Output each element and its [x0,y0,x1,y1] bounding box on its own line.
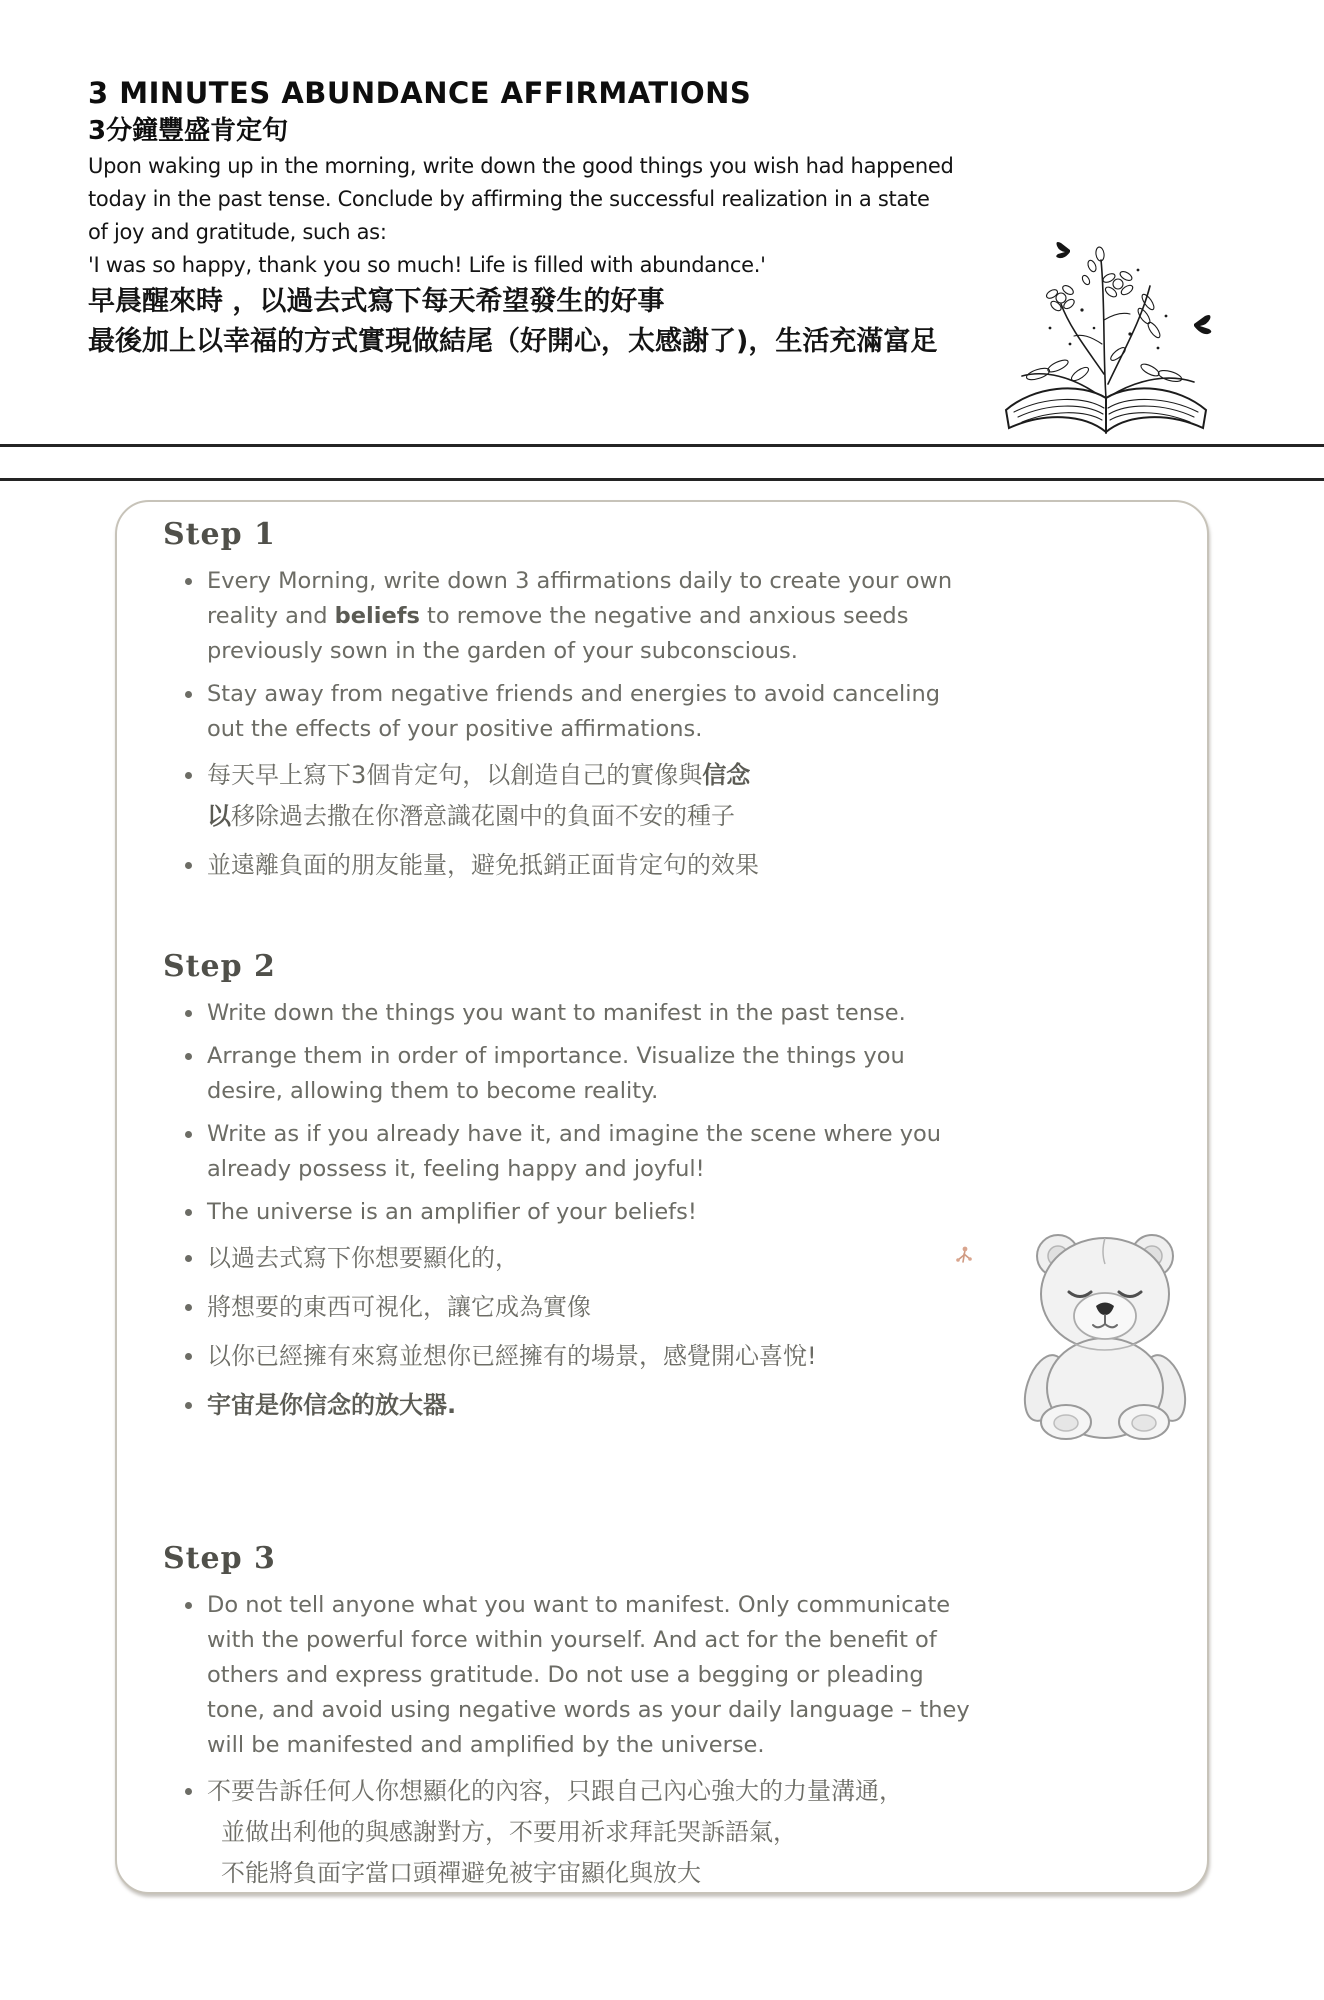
flower-sprig-icon [950,1240,980,1270]
bullet-item: Arrange them in order of importance. Visualize the things you desire, allowing them to become reality. [163,1039,941,1109]
bullet-item: The universe is an amplifier of your beliefs! [163,1195,941,1230]
intro-line: of joy and gratitude, such as: [88,220,387,244]
bullet-item: 以過去式寫下你想要顯化的， [163,1238,941,1279]
bullet-item: 並遠離負面的朋友能量，避免抵銷正面肯定句的效果 [163,845,952,886]
step-1-section [163,518,952,894]
bullet-item: Write down the things you want to manifest in the past tense. [163,996,941,1031]
bullet-item: 以你已經擁有來寫並想你已經擁有的場景，感覺開心喜悅! [163,1336,941,1377]
step-heading: Step 1 [163,517,276,552]
intro-line: 'I was so happy, thank you so much! Life is filled with abundance.' [88,253,766,277]
step-bullet-list [163,1588,970,1894]
step-2-section [163,950,941,1434]
step-bullet-list [163,564,952,886]
bullet-item: 不要告訴任何人你想顯化的內容，只跟自己內心強大的力量溝通， 並做出利他的與感謝對方，不要用祈求拜託哭訴語氣， 不能將負面字當口頭禪避免被宇宙顯化與放大 [163,1771,970,1894]
steps-panel [115,500,1209,1894]
butterfly-icon [1056,242,1211,334]
bullet-item: 宇宙是你信念的放大器. [163,1385,941,1426]
bullet-item: Stay away from negative friends and energies to avoid canceling out the effects of your positive affirmations. [163,677,952,747]
bullet-item: 將想要的東西可視化，讓它成為實像 [163,1287,941,1328]
separator-line-top [0,444,1324,447]
teddy-bear-icon [1014,1216,1196,1446]
teddy-bear-illustration [1014,1216,1196,1446]
separator-line-bottom [0,478,1324,481]
step-heading: Step 3 [163,1541,276,1576]
intro-line: Upon waking up in the morning, write down the good things you wish had happened [88,154,954,178]
intro-line: today in the past tense. Conclude by affirming the successful realization in a state [88,187,930,211]
bullet-item: Do not tell anyone what you want to manifest. Only communicate with the powerful force within yourself. And act for the benefit of others and express gratitude. Do not use a begging or pleading tone, and avoid using negative words as your daily language – they will be manifested and amplified by the universe. [163,1588,970,1763]
step-3-section [163,1542,970,1902]
intro-line: 最後加上以幸福的方式實現做結尾（好開心，太感謝了)，生活充滿富足 [88,326,938,357]
intro-line: 早晨醒來時 ，以過去式寫下每天希望發生的好事 [88,286,665,317]
open-book-icon [998,224,1214,448]
page-subtitle: 3分鐘豐盛肯定句 [88,116,289,146]
bullet-item: 每天早上寫下3個肯定句，以創造自己的實像與信念 以移除過去撒在你潛意識花園中的負面不安的種子 [163,755,952,837]
step-heading: Step 2 [163,949,276,984]
bullet-item: Write as if you already have it, and imagine the scene where you already possess it, feeling happy and joyful! [163,1117,941,1187]
page-title: 3 MINUTES ABUNDANCE AFFIRMATIONS [88,76,752,110]
bullet-item: Every Morning, write down 3 affirmations daily to create your own reality and beliefs to remove the negative and anxious seeds previously sown in the garden of your subconscious. [163,564,952,669]
book-flowers-illustration [998,224,1214,448]
step-bullet-list [163,996,941,1426]
